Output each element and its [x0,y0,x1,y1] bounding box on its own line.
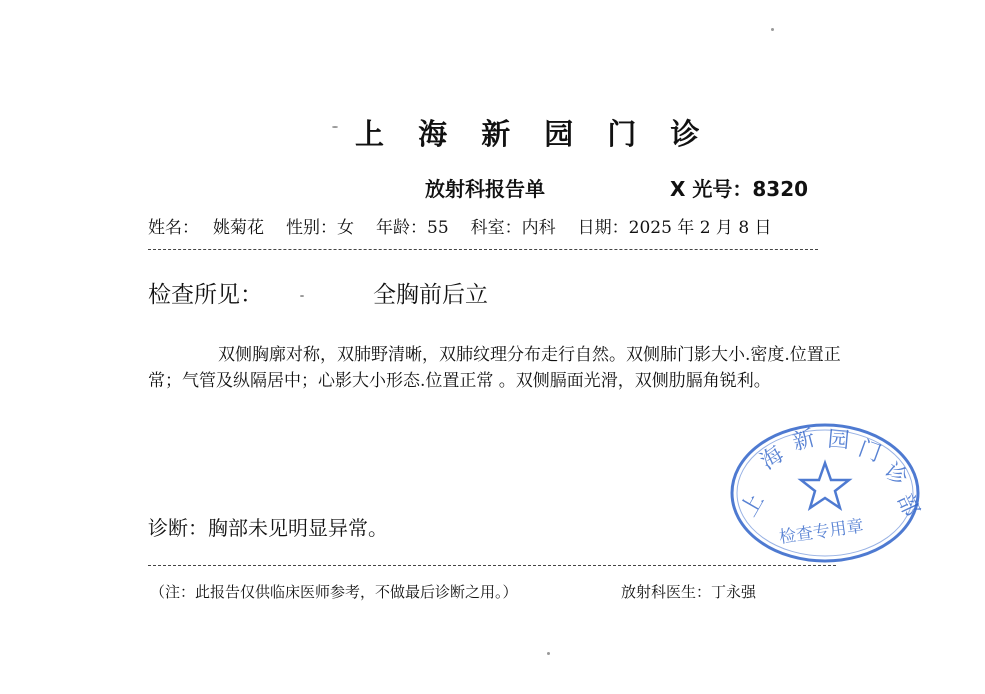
disclaimer-note: （注：此报告仅供临床医师参考，不做最后诊断之用。） [150,583,518,601]
date-label: 日期： [577,218,629,238]
diagnosis-text: 诊断：胸部未见明显异常。 [148,516,388,540]
svg-text:园: 园 [826,427,851,454]
report-title: 放射科报告单 [425,177,545,201]
svg-text:新: 新 [790,425,818,456]
svg-text:部: 部 [891,489,924,521]
findings-label: 检查所见： [148,282,263,308]
patient-gender: 女 [337,218,354,238]
patient-name: 姚菊花 [213,218,264,238]
name-label: 姓名： [148,218,199,238]
svg-text:诊: 诊 [879,458,913,492]
svg-text:门: 门 [854,436,885,468]
patient-age: 55 [427,218,449,238]
xray-label: X 光号： [670,177,753,201]
scan-speck [771,28,774,31]
patient-info-row [148,213,772,238]
findings-text: 双侧胸廓对称，双肺野清晰，双肺纹理分布走行自然。双侧肺门影大小.密度.位置正常；气管及纵隔居中；心影大小形态.位置正常 。双侧膈面光滑，双侧肋膈角锐利。 [148,345,841,391]
official-stamp-icon [725,418,925,568]
report-date: 2025 年 2 月 8 日 [628,218,772,238]
scan-speck [332,126,338,128]
gender-label: 性别： [286,218,337,238]
department-label: 科室： [470,218,522,238]
radiologist-name: 放射科医生：丁永强 [621,583,757,601]
scan-speck [547,652,550,655]
divider-top [148,249,818,250]
xray-value: 8320 [752,177,809,201]
patient-department: 内科 [521,218,556,238]
exam-part: 全胸前后立 [373,282,488,308]
xray-number [670,173,808,202]
svg-text:上: 上 [736,489,770,521]
svg-text:海: 海 [756,441,789,475]
scan-speck [300,295,304,297]
age-label: 年龄： [376,218,427,238]
svg-text:检查专用章: 检查专用章 [777,516,865,548]
hospital-title: 上 海 新 园 门 诊 [355,117,712,151]
